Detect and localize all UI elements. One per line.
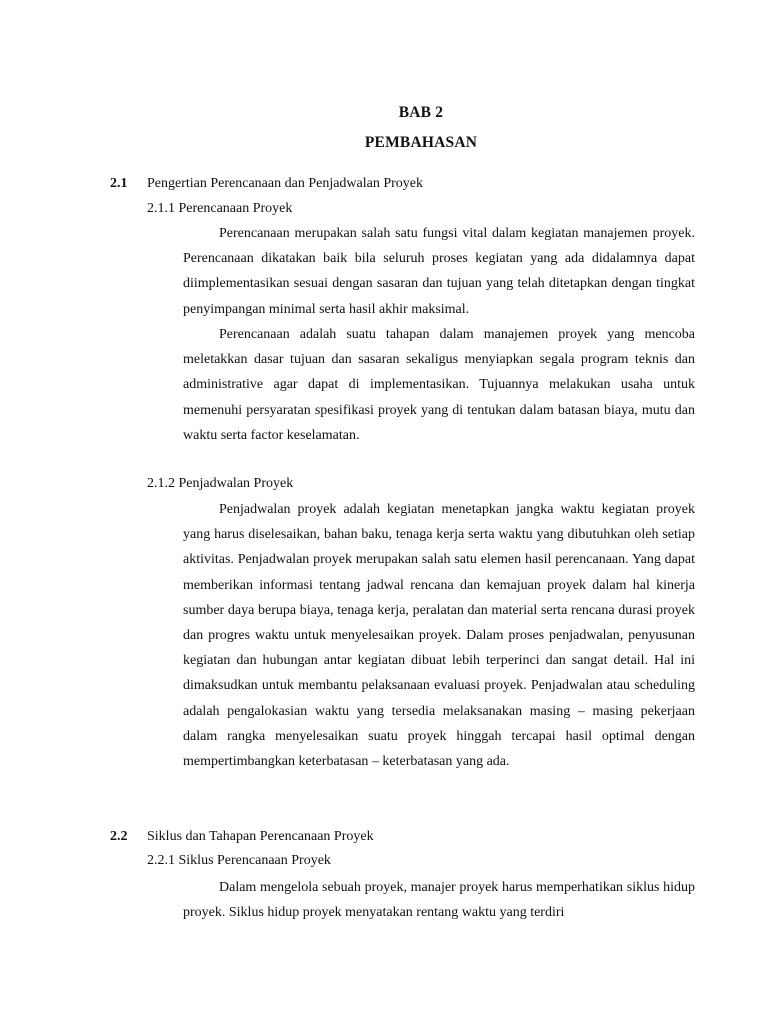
section-number: 2.2 <box>110 829 128 844</box>
chapter-title: PEMBAHASAN <box>364 134 478 151</box>
body-paragraph: Perencanaan merupakan salah satu fungsi vital dalam kegiatan manajemen proyek. Perencanaan dikatakan baik bila seluruh proses kegiatan yang ada didalamnya dapat diimplementasikan sesuai dengan sasaran dan tujuan yang telah ditetapkan dengan tingkat penyimpangan minimal serta hasil akhir maksimal. <box>183 226 695 317</box>
body-paragraph: Dalam mengelola sebuah proyek, manajer proyek harus memperhatikan siklus hidup proyek. Siklus hidup proyek menyatakan rentang waktu yang terdiri <box>183 880 695 921</box>
chapter-number: BAB 2 <box>398 104 444 121</box>
subsection-heading: 2.1.2 Penjadwalan Proyek <box>147 476 294 491</box>
body-paragraph: Perencanaan adalah suatu tahapan dalam manajemen proyek yang mencoba meletakkan dasar tujuan dan sasaran sekaligus menyiapkan segala program teknis dan administrative agar dapat di implementasikan. Tujuannya melakukan usaha untuk memenuhi persyaratan spesifikasi proyek yang di tentukan dalam batasan biaya, mutu dan waktu serta factor keselamatan. <box>183 327 695 443</box>
section-title: Pengertian Perencanaan dan Penjadwalan Proyek <box>147 176 424 191</box>
subsection-heading: 2.1.1 Perencanaan Proyek <box>147 201 293 216</box>
section-number: 2.1 <box>110 176 128 191</box>
subsection-heading: 2.2.1 Siklus Perencanaan Proyek <box>147 853 331 868</box>
body-paragraph: Penjadwalan proyek adalah kegiatan menetapkan jangka waktu kegiatan proyek yang harus diselesaikan, bahan baku, tenaga kerja serta waktu yang dibutuhkan oleh setiap aktivitas. Penjadwalan proyek merupakan salah satu elemen hasil perencanaan. Yang dapat memberikan informasi tentang jadwal rencana dan kemajuan proyek dalam hal kinerja sumber daya berupa biaya, tenaga kerja, peralatan dan material serta rencana durasi proyek dan progres waktu untuk menyelesaikan proyek. Dalam proses penjadwalan, penyusunan kegiatan dan hubungan antar kegiatan dibuat lebih terperinci dan sangat detail. Hal ini dimaksudkan untuk membantu pelaksanaan evaluasi proyek. Penjadwalan atau scheduling adalah pengalokasian waktu yang tersedia melaksanakan masing – masing pekerjaan dalam rangka menyelesaikan suatu proyek hinggah tercapai hasil optimal dengan mempertimbangkan keterbatasan – keterbatasan yang ada. <box>183 502 695 770</box>
section-title: Siklus dan Tahapan Perencanaan Proyek <box>147 829 374 844</box>
